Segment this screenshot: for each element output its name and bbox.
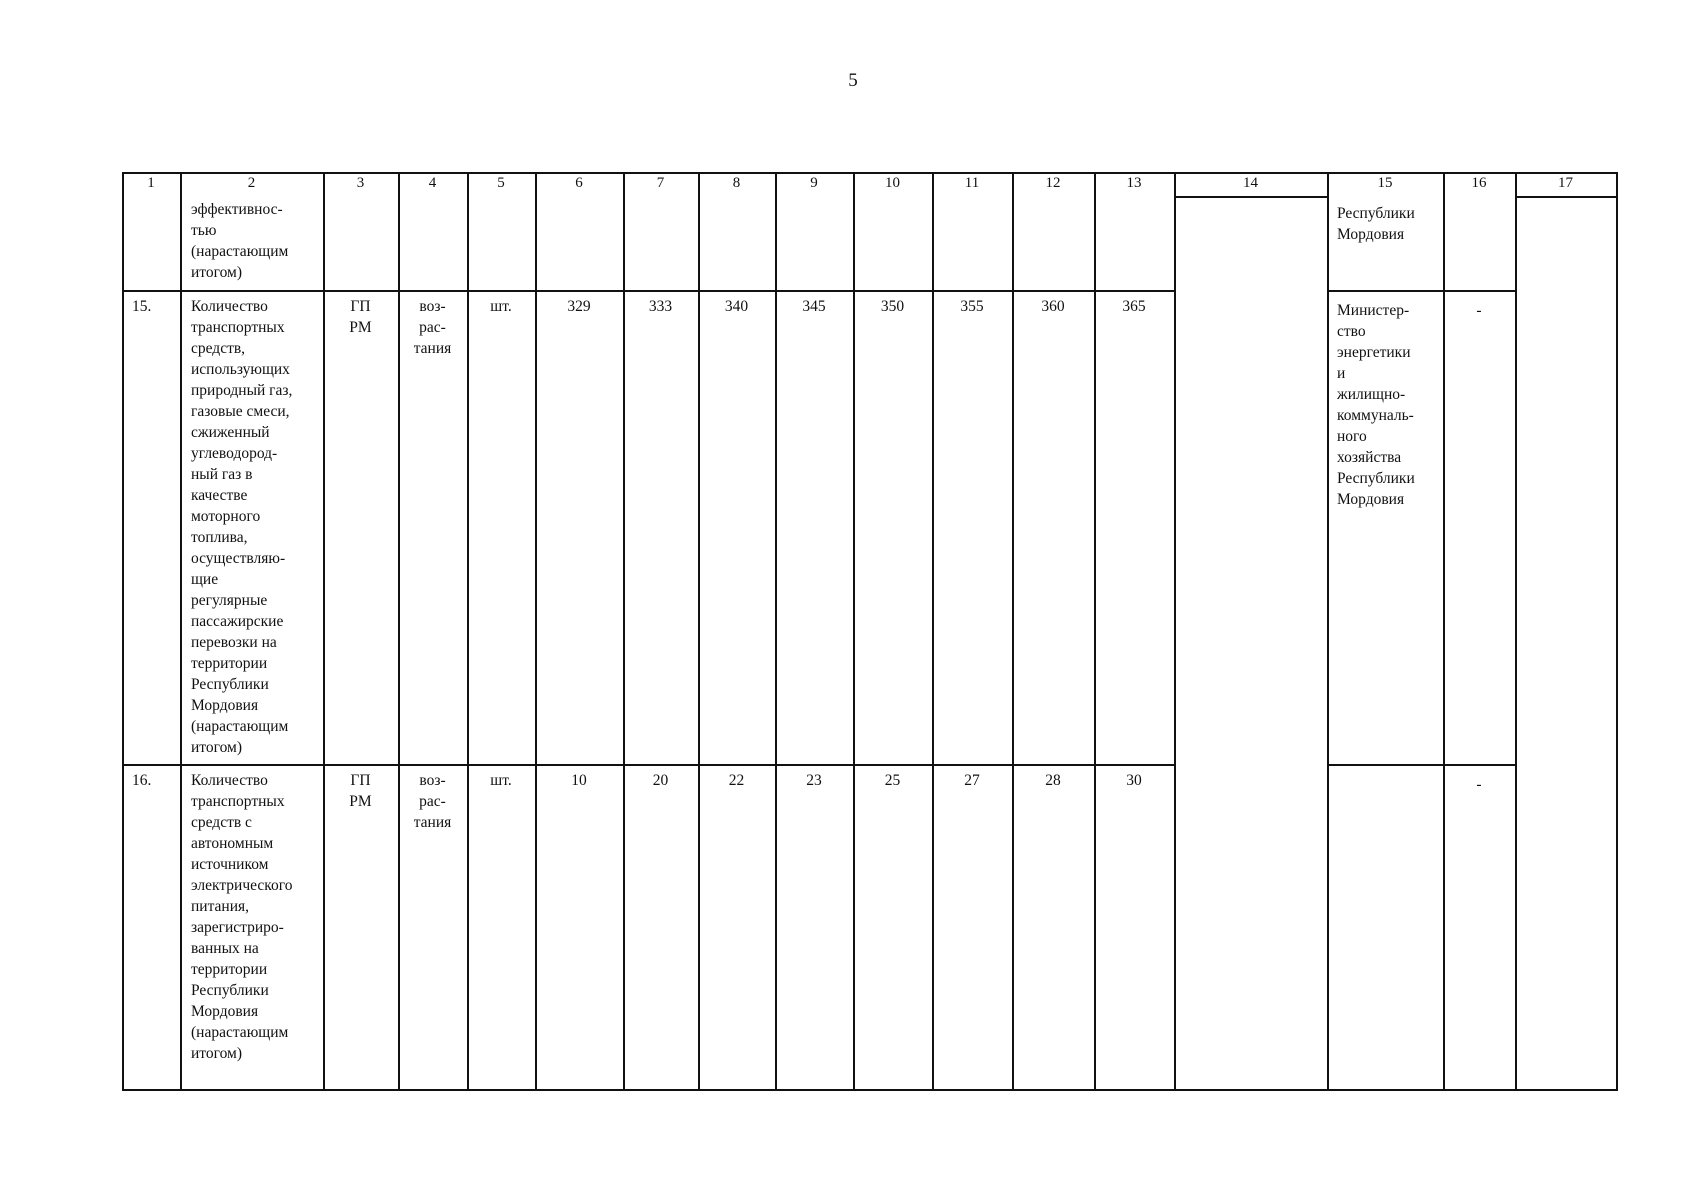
header-col-7: 7 [656, 175, 665, 191]
executor-cell: Министер- ство энергетики и жилищно- коммуналь- ного хозяйства Республики Мордовия [1337, 302, 1415, 508]
col16-cell: - [1476, 776, 1482, 793]
header-col-3: 3 [356, 175, 365, 191]
value-col-12: 28 [1045, 772, 1061, 789]
value-col-11: 27 [964, 772, 980, 789]
header-col-13: 13 [1126, 175, 1142, 191]
column-line-14 [1327, 172, 1329, 1091]
value-col-11: 355 [960, 298, 984, 315]
value-col-12: 360 [1041, 298, 1065, 315]
header-col-6: 6 [575, 175, 583, 191]
header-col-11: 11 [964, 175, 980, 191]
row-line-0-b [1327, 290, 1515, 292]
col16-cell: - [1476, 302, 1482, 319]
executor-continuation: Республики Мордовия [1337, 205, 1415, 243]
header-col-10: 10 [885, 175, 900, 191]
value-col-13: 365 [1122, 298, 1146, 315]
type-cell: воз- рас- тания [413, 298, 452, 357]
header-col-4: 4 [428, 175, 437, 191]
value-col-7: 333 [648, 298, 673, 315]
row-line-0-a [122, 290, 1174, 292]
value-col-10: 25 [884, 772, 901, 789]
header-col-14: 14 [1243, 175, 1258, 191]
unit-cell: шт. [490, 298, 512, 315]
row-number: 16. [132, 772, 152, 789]
value-col-6: 10 [571, 772, 587, 789]
row-line-1-a [122, 764, 1174, 766]
value-col-9: 345 [802, 298, 826, 315]
unit-cell: шт. [490, 772, 512, 789]
header-col-15: 15 [1377, 175, 1393, 191]
value-col-8: 340 [724, 298, 749, 315]
header-col-12: 12 [1045, 175, 1061, 191]
row-number: 15. [132, 298, 152, 315]
header-col-17: 17 [1558, 175, 1573, 191]
indicator-name: Количество транспортных средств с автономным источником электрического питания, зарегистриро- ванных на территории Республики Мордовия (нарастающим итогом) [191, 772, 293, 1062]
header-line-col17 [1515, 196, 1616, 198]
value-col-7: 20 [652, 772, 669, 789]
column-line-16 [1515, 172, 1517, 1091]
column-line-17 [1616, 172, 1618, 1091]
table-border-bottom [122, 1089, 1616, 1091]
header-col-5: 5 [497, 175, 505, 191]
value-col-13: 30 [1126, 772, 1142, 789]
indicator-name: Количество транспортных средств, использующих природный газ, газовые смеси, сжиженный углеводород- ный газ в качестве моторного топлива, осуществляю- щие регулярные пассажирские перевозки на территории Республики Мордовия (нарастающим итогом) [191, 298, 293, 756]
column-line-13 [1174, 172, 1176, 1091]
column-line-0 [122, 172, 124, 1091]
source-cell: ГП РМ [349, 772, 372, 810]
indicator-continuation: эффективнос- тью (нарастающим итогом) [191, 201, 289, 281]
value-col-6: 329 [567, 298, 591, 315]
header-col-2: 2 [247, 175, 256, 191]
value-col-10: 350 [880, 298, 905, 315]
row-line-1-b [1327, 764, 1515, 766]
header-col-1: 1 [147, 175, 155, 191]
value-col-8: 22 [728, 772, 745, 789]
type-cell: воз- рас- тания [413, 772, 452, 831]
header-line-col14 [1174, 196, 1327, 198]
header-col-9: 9 [810, 175, 818, 191]
header-col-16: 16 [1471, 175, 1487, 191]
source-cell: ГП РМ [349, 298, 372, 336]
value-col-9: 23 [806, 772, 822, 789]
header-col-8: 8 [732, 175, 741, 191]
page-number: 5 [848, 70, 858, 91]
